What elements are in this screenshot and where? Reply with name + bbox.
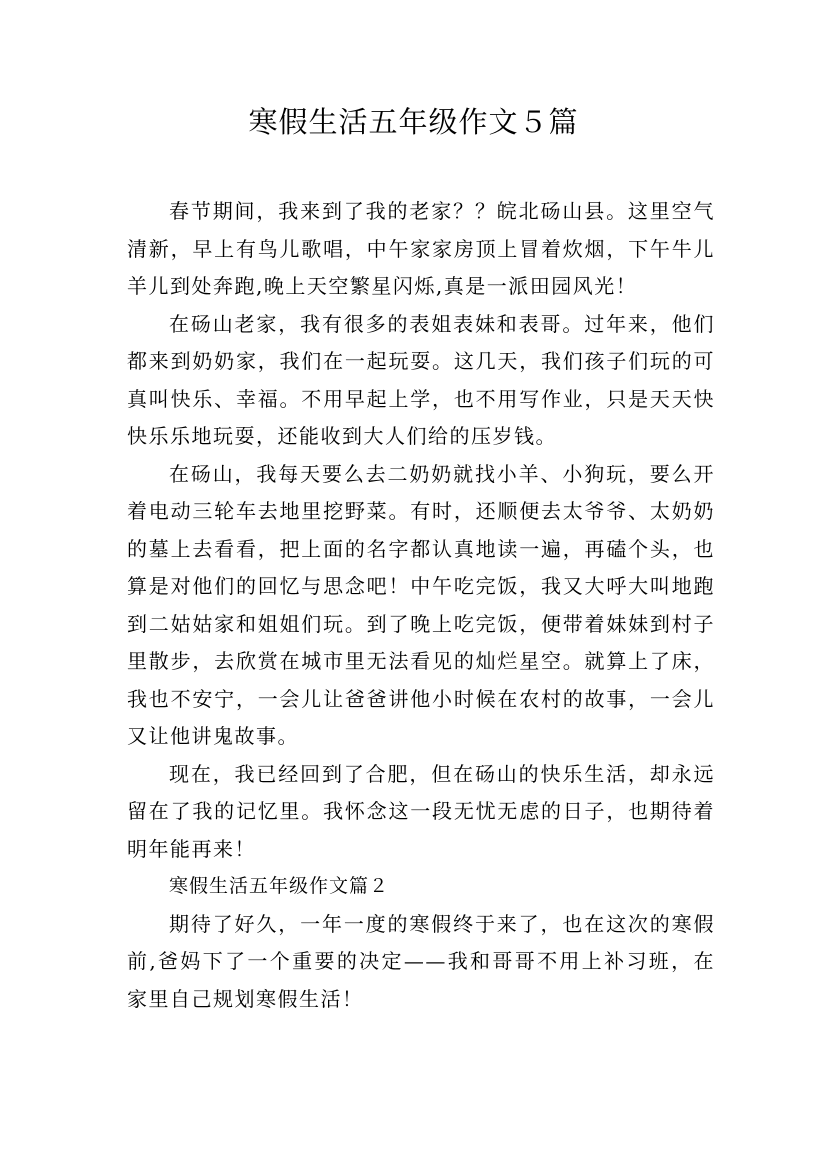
section-2-heading: 寒假生活五年级作文篇２ [169, 875, 390, 897]
paragraph-1: 春节期间，我来到了我的老家？？皖北砀山县。这里空气清新，早上有鸟儿歌唱，中午家家房顶上冒着炊烟，下午牛儿羊儿到处奔跑,晚上天空繁星闪烁,真是一派田园风光！ [127, 199, 715, 298]
paragraph-2: 在砀山老家，我有很多的表姐表妹和表哥。过年来，他们都来到奶奶家，我们在一起玩耍。这几天，我们孩子们玩的可真叫快乐、幸福。不用早起上学，也不用写作业，只是天天快快乐乐地玩耍，还能收到大人们给的压岁钱。 [127, 311, 715, 448]
paragraph-4: 现在，我已经回到了合肥，但在砀山的快乐生活，却永远留在了我的记忆里。我怀念这一段无忧无虑的日子，也期待着明年能再来！ [127, 761, 715, 861]
section-2-paragraph-1: 期待了好久，一年一度的寒假终于来了，也在这次的寒假前,爸妈下了一个重要的决定——我和哥哥不用上补习班，在家里自己规划寒假生活！ [127, 911, 715, 1011]
document-title: 寒假生活五年级作文５篇 [248, 105, 579, 139]
paragraph-3: 在砀山，我每天要么去二奶奶就找小羊、小狗玩，要么开着电动三轮车去地里挖野菜。有时，还顺便去太爷爷、太奶奶的墓上去看看，把上面的名字都认真地读一遍，再磕个头，也算是对他们的回忆与思念吧！中午吃完饭，我又大呼大叫地跑到二姑姑家和姐姐们玩。到了晚上吃完饭，便带着妹妹到村子里散步，去欣赏在城市里无法看见的灿烂星空。就算上了床，我也不安宁，一会儿让爸爸讲他小时候在农村的故事，一会儿又让他讲鬼故事。 [127, 461, 715, 748]
document-body [127, 193, 715, 1018]
